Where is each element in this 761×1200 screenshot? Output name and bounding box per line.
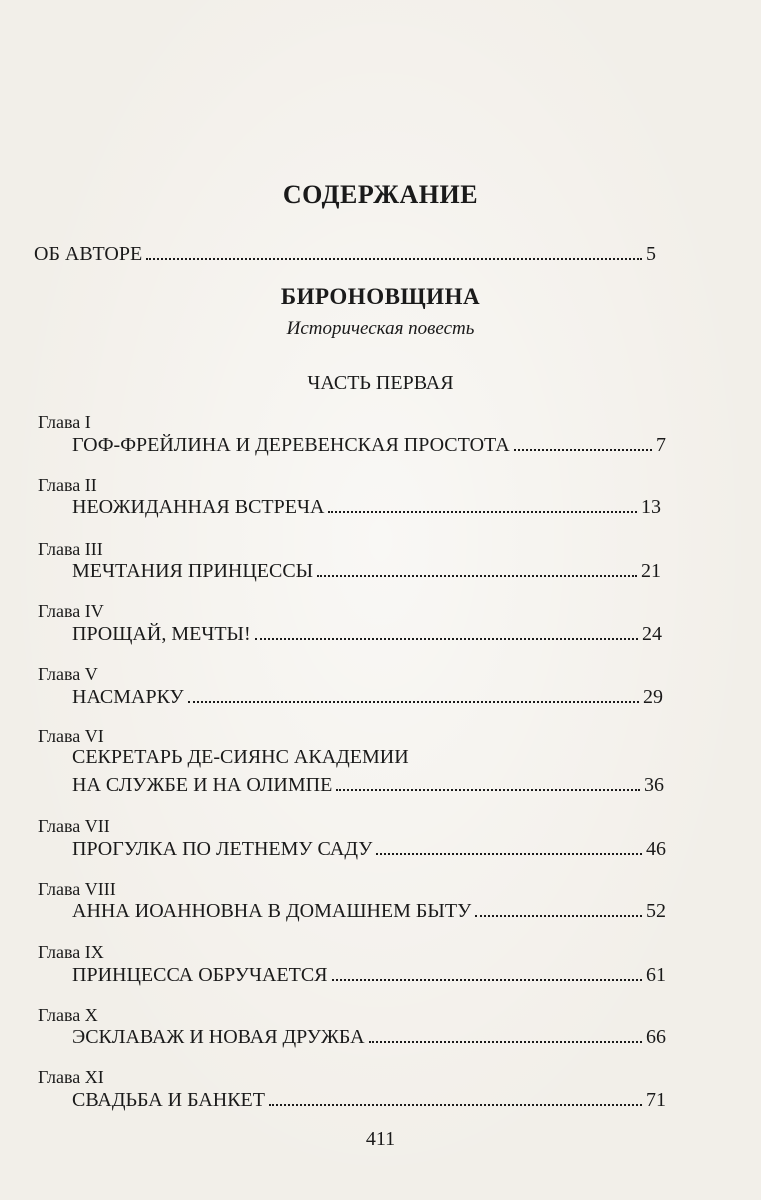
toc-entry-page: 61 — [646, 964, 666, 986]
dot-leader — [188, 701, 639, 703]
toc-entry-page: 46 — [646, 838, 666, 860]
toc-entry-page: 52 — [646, 900, 666, 922]
chapter-label: Глава X — [38, 1005, 98, 1025]
chapter-label: Глава VII — [38, 816, 110, 836]
toc-entry-chapter-1[interactable] — [72, 434, 666, 457]
dot-leader — [255, 638, 638, 640]
toc-entry-title: ПРОЩАЙ, МЕЧТЫ! — [72, 623, 251, 645]
toc-entry-title: МЕЧТАНИЯ ПРИНЦЕССЫ — [72, 560, 314, 582]
toc-entry-page: 21 — [641, 560, 661, 582]
work-title: БИРОНОВЩИНА — [280, 284, 481, 309]
toc-entry-chapter-2[interactable] — [72, 496, 661, 519]
toc-entry-title: НА СЛУЖБЕ И НА ОЛИМПЕ — [72, 774, 333, 796]
toc-entry-title: ГОФ-ФРЕЙЛИНА И ДЕРЕВЕНСКАЯ ПРОСТОТА — [72, 434, 510, 456]
toc-entry-page: 71 — [646, 1089, 666, 1111]
dot-leader — [146, 258, 642, 260]
toc-entry-title: СВАДЬБА И БАНКЕТ — [72, 1089, 265, 1111]
chapter-label: Глава VIII — [38, 879, 116, 899]
toc-entry-title: ПРОГУЛКА ПО ЛЕТНЕМУ САДУ — [72, 838, 373, 860]
dot-leader — [317, 575, 637, 577]
toc-entry-title: АННА ИОАННОВНА В ДОМАШНЕМ БЫТУ — [72, 900, 472, 922]
chapter-label: Глава IV — [38, 601, 104, 621]
page-number: 411 — [365, 1128, 396, 1150]
work-subtitle: Историческая повесть — [286, 318, 475, 339]
dot-leader — [376, 853, 642, 855]
toc-entry-page: 29 — [643, 686, 663, 708]
toc-entry-title: ЭСКЛАВАЖ И НОВАЯ ДРУЖБА — [72, 1026, 365, 1048]
toc-entry-page: 5 — [646, 243, 656, 265]
toc-entry-about[interactable] — [34, 243, 656, 266]
toc-title: СОДЕРЖАНИЕ — [282, 180, 479, 209]
toc-entry-chapter-3[interactable] — [72, 560, 661, 583]
chapter-label: Глава III — [38, 539, 103, 559]
dot-leader — [475, 915, 642, 917]
toc-entry-chapter-8[interactable] — [72, 900, 666, 923]
toc-entry-title: ОБ АВТОРЕ — [34, 243, 143, 265]
toc-entry-chapter-9[interactable] — [72, 964, 666, 987]
toc-entry-title: ПРИНЦЕССА ОБРУЧАЕТСЯ — [72, 964, 328, 986]
chapter-label: Глава XI — [38, 1067, 104, 1087]
toc-entry-chapter-7[interactable] — [72, 838, 666, 861]
toc-entry-page: 24 — [642, 623, 662, 645]
toc-entry-chapter-10[interactable] — [72, 1026, 666, 1049]
part-title: ЧАСТЬ ПЕРВАЯ — [307, 372, 454, 394]
toc-entry-page: 66 — [646, 1026, 666, 1048]
toc-entry-chapter-4[interactable] — [72, 623, 662, 646]
dot-leader — [269, 1104, 642, 1106]
toc-entry-title-line1: СЕКРЕТАРЬ ДЕ-СИЯНС АКАДЕМИИ — [72, 746, 409, 768]
toc-entry-page: 13 — [641, 496, 661, 518]
chapter-label: Глава VI — [38, 726, 104, 746]
chapter-label: Глава II — [38, 475, 97, 495]
toc-entry-page: 36 — [644, 774, 664, 796]
chapter-label: Глава V — [38, 664, 98, 684]
chapter-label: Глава I — [38, 412, 91, 432]
dot-leader — [369, 1041, 642, 1043]
dot-leader — [328, 511, 637, 513]
dot-leader — [332, 979, 642, 981]
dot-leader — [514, 449, 652, 451]
toc-entry-chapter-5[interactable] — [72, 686, 663, 709]
toc-entry-chapter-6[interactable] — [72, 774, 664, 797]
chapter-label: Глава IX — [38, 942, 104, 962]
toc-entry-page: 7 — [656, 434, 666, 456]
dot-leader — [336, 789, 640, 791]
toc-entry-title: НАСМАРКУ — [72, 686, 184, 708]
toc-entry-title: НЕОЖИДАННАЯ ВСТРЕЧА — [72, 496, 325, 518]
toc-entry-chapter-11[interactable] — [72, 1089, 666, 1112]
